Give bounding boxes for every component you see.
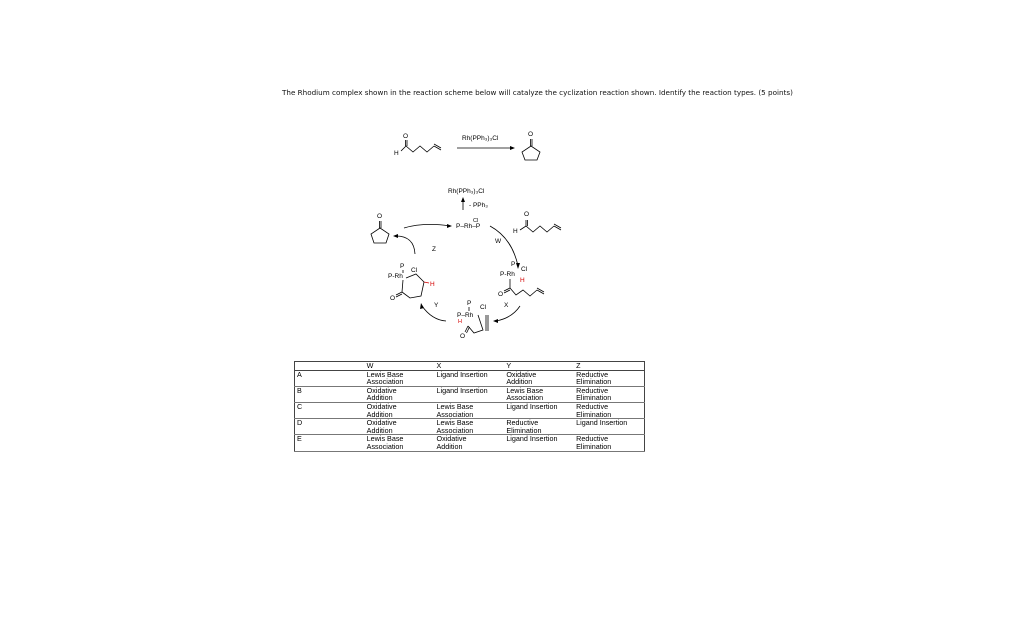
atom-o: O: [460, 333, 466, 340]
complex-top: P–Rh–P: [456, 223, 481, 230]
cell-line: Ligand Insertion: [436, 369, 488, 379]
atom-o: O: [377, 213, 383, 220]
cell-line: Oxidative: [506, 369, 537, 379]
table-row-e: [295, 435, 645, 451]
table-row-c: [295, 402, 645, 418]
cell-z: [574, 419, 644, 435]
question-text: The Rhodium complex shown in the reaction scheme below will catalyze the cyclization reaction shown. Identify the reaction types. (5 points): [282, 88, 793, 97]
product-cyclopentanone: [522, 131, 540, 160]
label-x: X: [504, 302, 509, 309]
atom-o: O: [403, 133, 409, 140]
atom-cl: Cl: [521, 266, 528, 273]
cell-z: [574, 435, 644, 451]
complex-bottom: P–Rh: [457, 312, 474, 319]
header-cell-x: X: [434, 362, 504, 371]
cell-y: [504, 402, 574, 418]
substrate-aldehyde: [513, 211, 561, 235]
atom-p: P: [511, 261, 516, 268]
atom-o: O: [498, 291, 504, 298]
cell-line: Addition: [366, 409, 393, 419]
cell-z: [574, 386, 644, 402]
header-cell: [295, 362, 365, 371]
reactant-pentenal: [394, 133, 441, 157]
cell-line: Oxidative: [366, 401, 397, 411]
answer-table: [294, 361, 645, 452]
cell-line: Elimination: [576, 393, 612, 403]
cell-w: [365, 419, 435, 435]
table-row-d: [295, 419, 645, 435]
complex-left: P-Rh: [388, 273, 403, 280]
atom-h-red: H: [520, 277, 525, 284]
cell-line: Elimination: [576, 377, 612, 387]
atom-p: P: [400, 263, 405, 270]
cell-x: [434, 386, 504, 402]
option-label: C: [297, 401, 303, 411]
cell-line: Lewis Base: [436, 401, 474, 411]
cell-line: Lewis Base: [366, 434, 404, 444]
atom-cl: Cl: [411, 267, 418, 274]
reaction-arrow: [457, 146, 515, 150]
cell-y: [504, 419, 574, 435]
answer-table-body: [295, 362, 645, 452]
cell-line: Addition: [366, 393, 393, 403]
atom-h-red: H: [430, 281, 435, 288]
cell-w: [365, 386, 435, 402]
released-cyclopentanone: [371, 213, 389, 243]
arrow-z: [396, 236, 415, 254]
cell-y: [504, 370, 574, 386]
table-row-b: [295, 386, 645, 402]
cell-line: Ligand Insertion: [506, 401, 558, 411]
header-cell-w: W: [365, 362, 435, 371]
cell-line: Elimination: [576, 441, 612, 451]
equilibrium-arrow: [461, 197, 465, 210]
label-y: Y: [434, 302, 439, 309]
atom-cl: Cl: [480, 304, 487, 311]
cell-line: Elimination: [506, 425, 542, 435]
cell-line: Association: [506, 393, 544, 403]
cell-line: Association: [436, 409, 474, 419]
cell-w: [365, 370, 435, 386]
ligand-loss-label: - PPh₃: [469, 202, 488, 209]
cell-w: [365, 402, 435, 418]
arrow-regenerate: [404, 224, 450, 228]
table-row-a: [295, 370, 645, 386]
label-z: Z: [432, 246, 436, 253]
cell-line: Reductive: [576, 369, 609, 379]
atom-h-red: H: [458, 319, 462, 325]
option-label: E: [297, 434, 302, 444]
cell-line: Oxidative: [436, 434, 467, 444]
table-header-row: [295, 362, 645, 371]
cell-line: Oxidative: [366, 418, 397, 428]
cell-x: [434, 419, 504, 435]
cell-x: [434, 402, 504, 418]
atom-o: O: [524, 211, 530, 218]
option-label: A: [297, 369, 302, 379]
header-cell-y: Y: [504, 362, 574, 371]
cell-line: Association: [436, 425, 474, 435]
cell-line: Association: [366, 377, 404, 387]
cell-x: [434, 435, 504, 451]
reagent-label: Rh(PPh₃)₃Cl: [462, 135, 499, 142]
cell-z: [574, 402, 644, 418]
cell-line: Reductive: [576, 434, 609, 444]
atom-cl: Cl: [473, 218, 479, 224]
cell-line: Association: [366, 441, 404, 451]
label-w: W: [495, 238, 502, 245]
catalyst-label: Rh(PPh₃)₃Cl: [448, 188, 485, 195]
option-label: D: [297, 418, 303, 428]
cell-line: Ligand Insertion: [506, 434, 558, 444]
cell-y: [504, 386, 574, 402]
cell-line: Addition: [436, 441, 463, 451]
cell-line: Addition: [366, 425, 393, 435]
cell-line: Reductive: [576, 401, 609, 411]
cell-line: Lewis Base: [506, 385, 544, 395]
cell-w: [365, 435, 435, 451]
cell-line: Reductive: [506, 418, 539, 428]
cell-y: [504, 435, 574, 451]
atom-h: H: [394, 150, 399, 157]
cell-line: Lewis Base: [366, 369, 404, 379]
cell-line: Ligand Insertion: [576, 418, 628, 428]
header-cell-z: Z: [574, 362, 644, 371]
atom-p: P: [467, 300, 472, 307]
cell-line: Elimination: [576, 409, 612, 419]
atom-o: O: [528, 131, 534, 138]
cell-line: Reductive: [576, 385, 609, 395]
cell-line: Lewis Base: [436, 418, 474, 428]
cell-x: [434, 370, 504, 386]
complex-right: P-Rh: [500, 271, 515, 278]
cell-line: Ligand Insertion: [436, 385, 488, 395]
option-label: B: [297, 385, 302, 395]
atom-h: H: [513, 228, 518, 235]
cell-line: Addition: [506, 377, 533, 387]
cell-z: [574, 370, 644, 386]
cell-line: Oxidative: [366, 385, 397, 395]
atom-o: O: [390, 295, 396, 302]
